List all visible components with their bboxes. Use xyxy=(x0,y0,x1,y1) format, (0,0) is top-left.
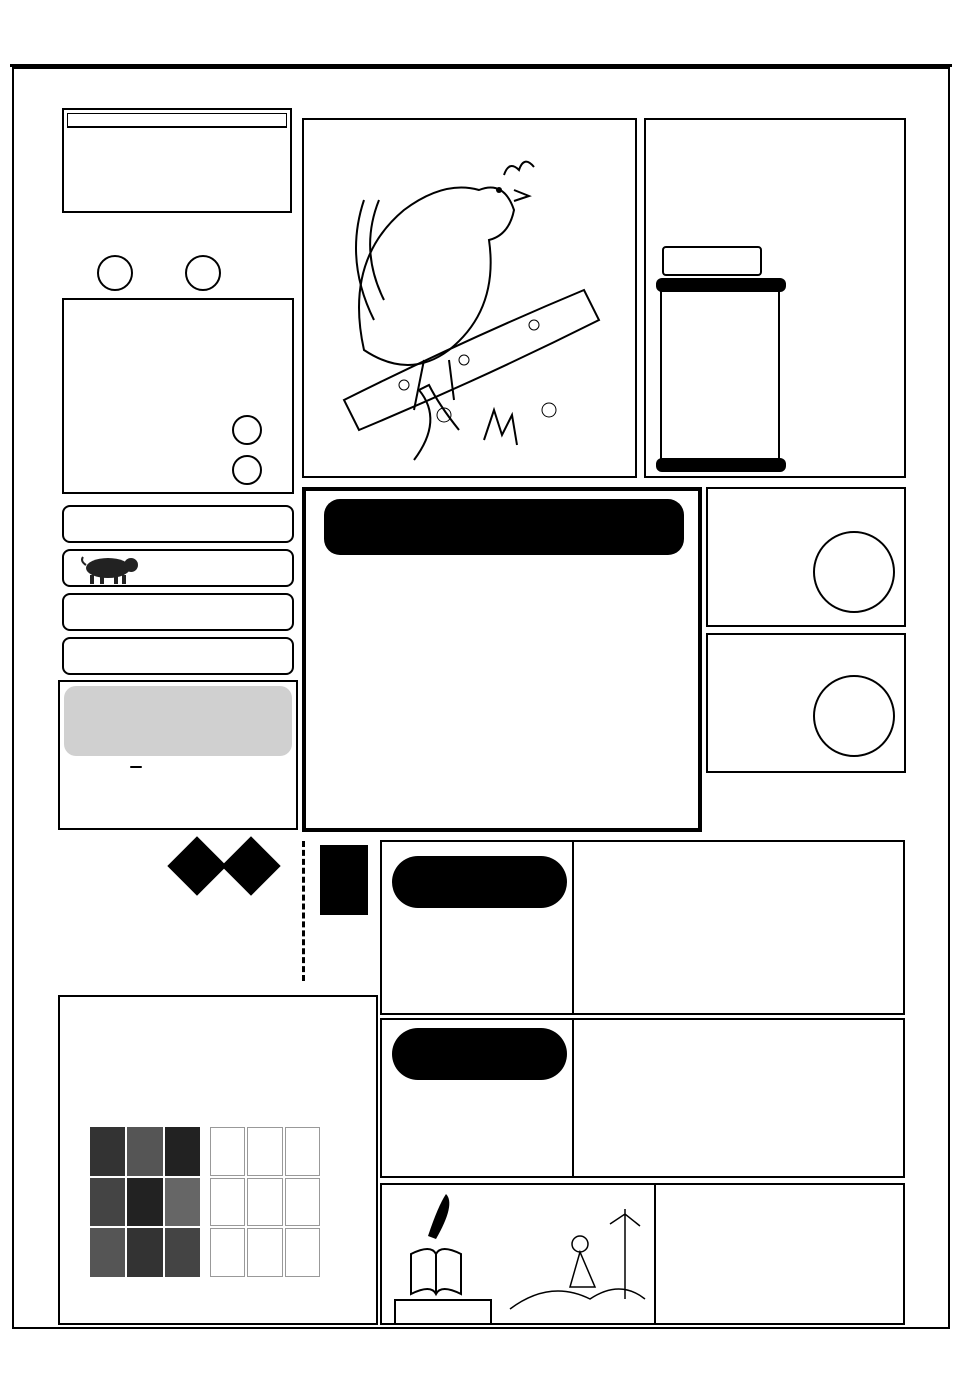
pig-icon xyxy=(76,551,146,585)
computer-title xyxy=(324,499,684,555)
hot-cold-number xyxy=(185,255,221,291)
border-strip-right xyxy=(922,95,952,1325)
puzzle-dark-grid xyxy=(90,1127,200,1277)
footer-text xyxy=(14,1338,946,1376)
special-code-box xyxy=(62,298,294,494)
special-attention-label xyxy=(130,766,142,768)
rooster-icon xyxy=(304,120,635,476)
computer-analysis-box xyxy=(302,487,702,832)
vertical-divider xyxy=(572,842,574,1013)
total-score-box xyxy=(380,840,905,1015)
liuhe-mystery-panel xyxy=(644,118,906,478)
contribution-box xyxy=(58,680,298,830)
tips-box xyxy=(320,845,368,985)
scroll-rod-top xyxy=(656,278,786,292)
code-map-tag xyxy=(662,246,762,276)
lucky-code-row xyxy=(62,505,294,543)
stat-box-25 xyxy=(706,487,906,627)
rooster-illustration xyxy=(302,118,637,478)
puzzle-light-grid xyxy=(210,1127,320,1277)
stat-box-44 xyxy=(706,633,906,773)
vertical-divider xyxy=(572,1020,574,1176)
tips-label xyxy=(320,845,368,915)
special-code-open-box xyxy=(380,1018,905,1178)
scroll-frame xyxy=(660,280,780,470)
explanation-label xyxy=(394,1299,492,1325)
door-stats-table xyxy=(62,108,292,213)
border-strip-top xyxy=(22,72,927,98)
newspaper-header xyxy=(10,8,952,66)
provide-number xyxy=(232,415,262,445)
mystery-diamond xyxy=(167,836,226,895)
table-caption xyxy=(68,114,286,127)
lucky-band-row xyxy=(62,637,294,675)
mystery-diamond xyxy=(221,836,280,895)
contribution-shade xyxy=(64,686,292,756)
scene-illustration xyxy=(500,1189,650,1319)
dashed-divider xyxy=(302,841,305,981)
lucky-list xyxy=(62,505,294,681)
hot-cold-number xyxy=(97,255,133,291)
scroll-rod-bottom xyxy=(656,458,786,472)
provide-number xyxy=(232,455,262,485)
vertical-divider xyxy=(654,1185,656,1323)
stat-number xyxy=(813,675,895,757)
special-open-pill xyxy=(392,1028,567,1080)
lucky-color-row xyxy=(62,593,294,631)
stat-number xyxy=(813,531,895,613)
lucky-zodiac-row xyxy=(62,549,294,587)
total-score-pill xyxy=(392,856,567,908)
border-strip-left xyxy=(18,95,48,1325)
zodiac-puzzle-box xyxy=(58,995,378,1325)
book-brush-icon xyxy=(386,1189,486,1299)
hot-cold-box xyxy=(62,215,292,295)
mystery-box xyxy=(58,837,308,987)
picture-explanation-box xyxy=(380,1183,905,1325)
